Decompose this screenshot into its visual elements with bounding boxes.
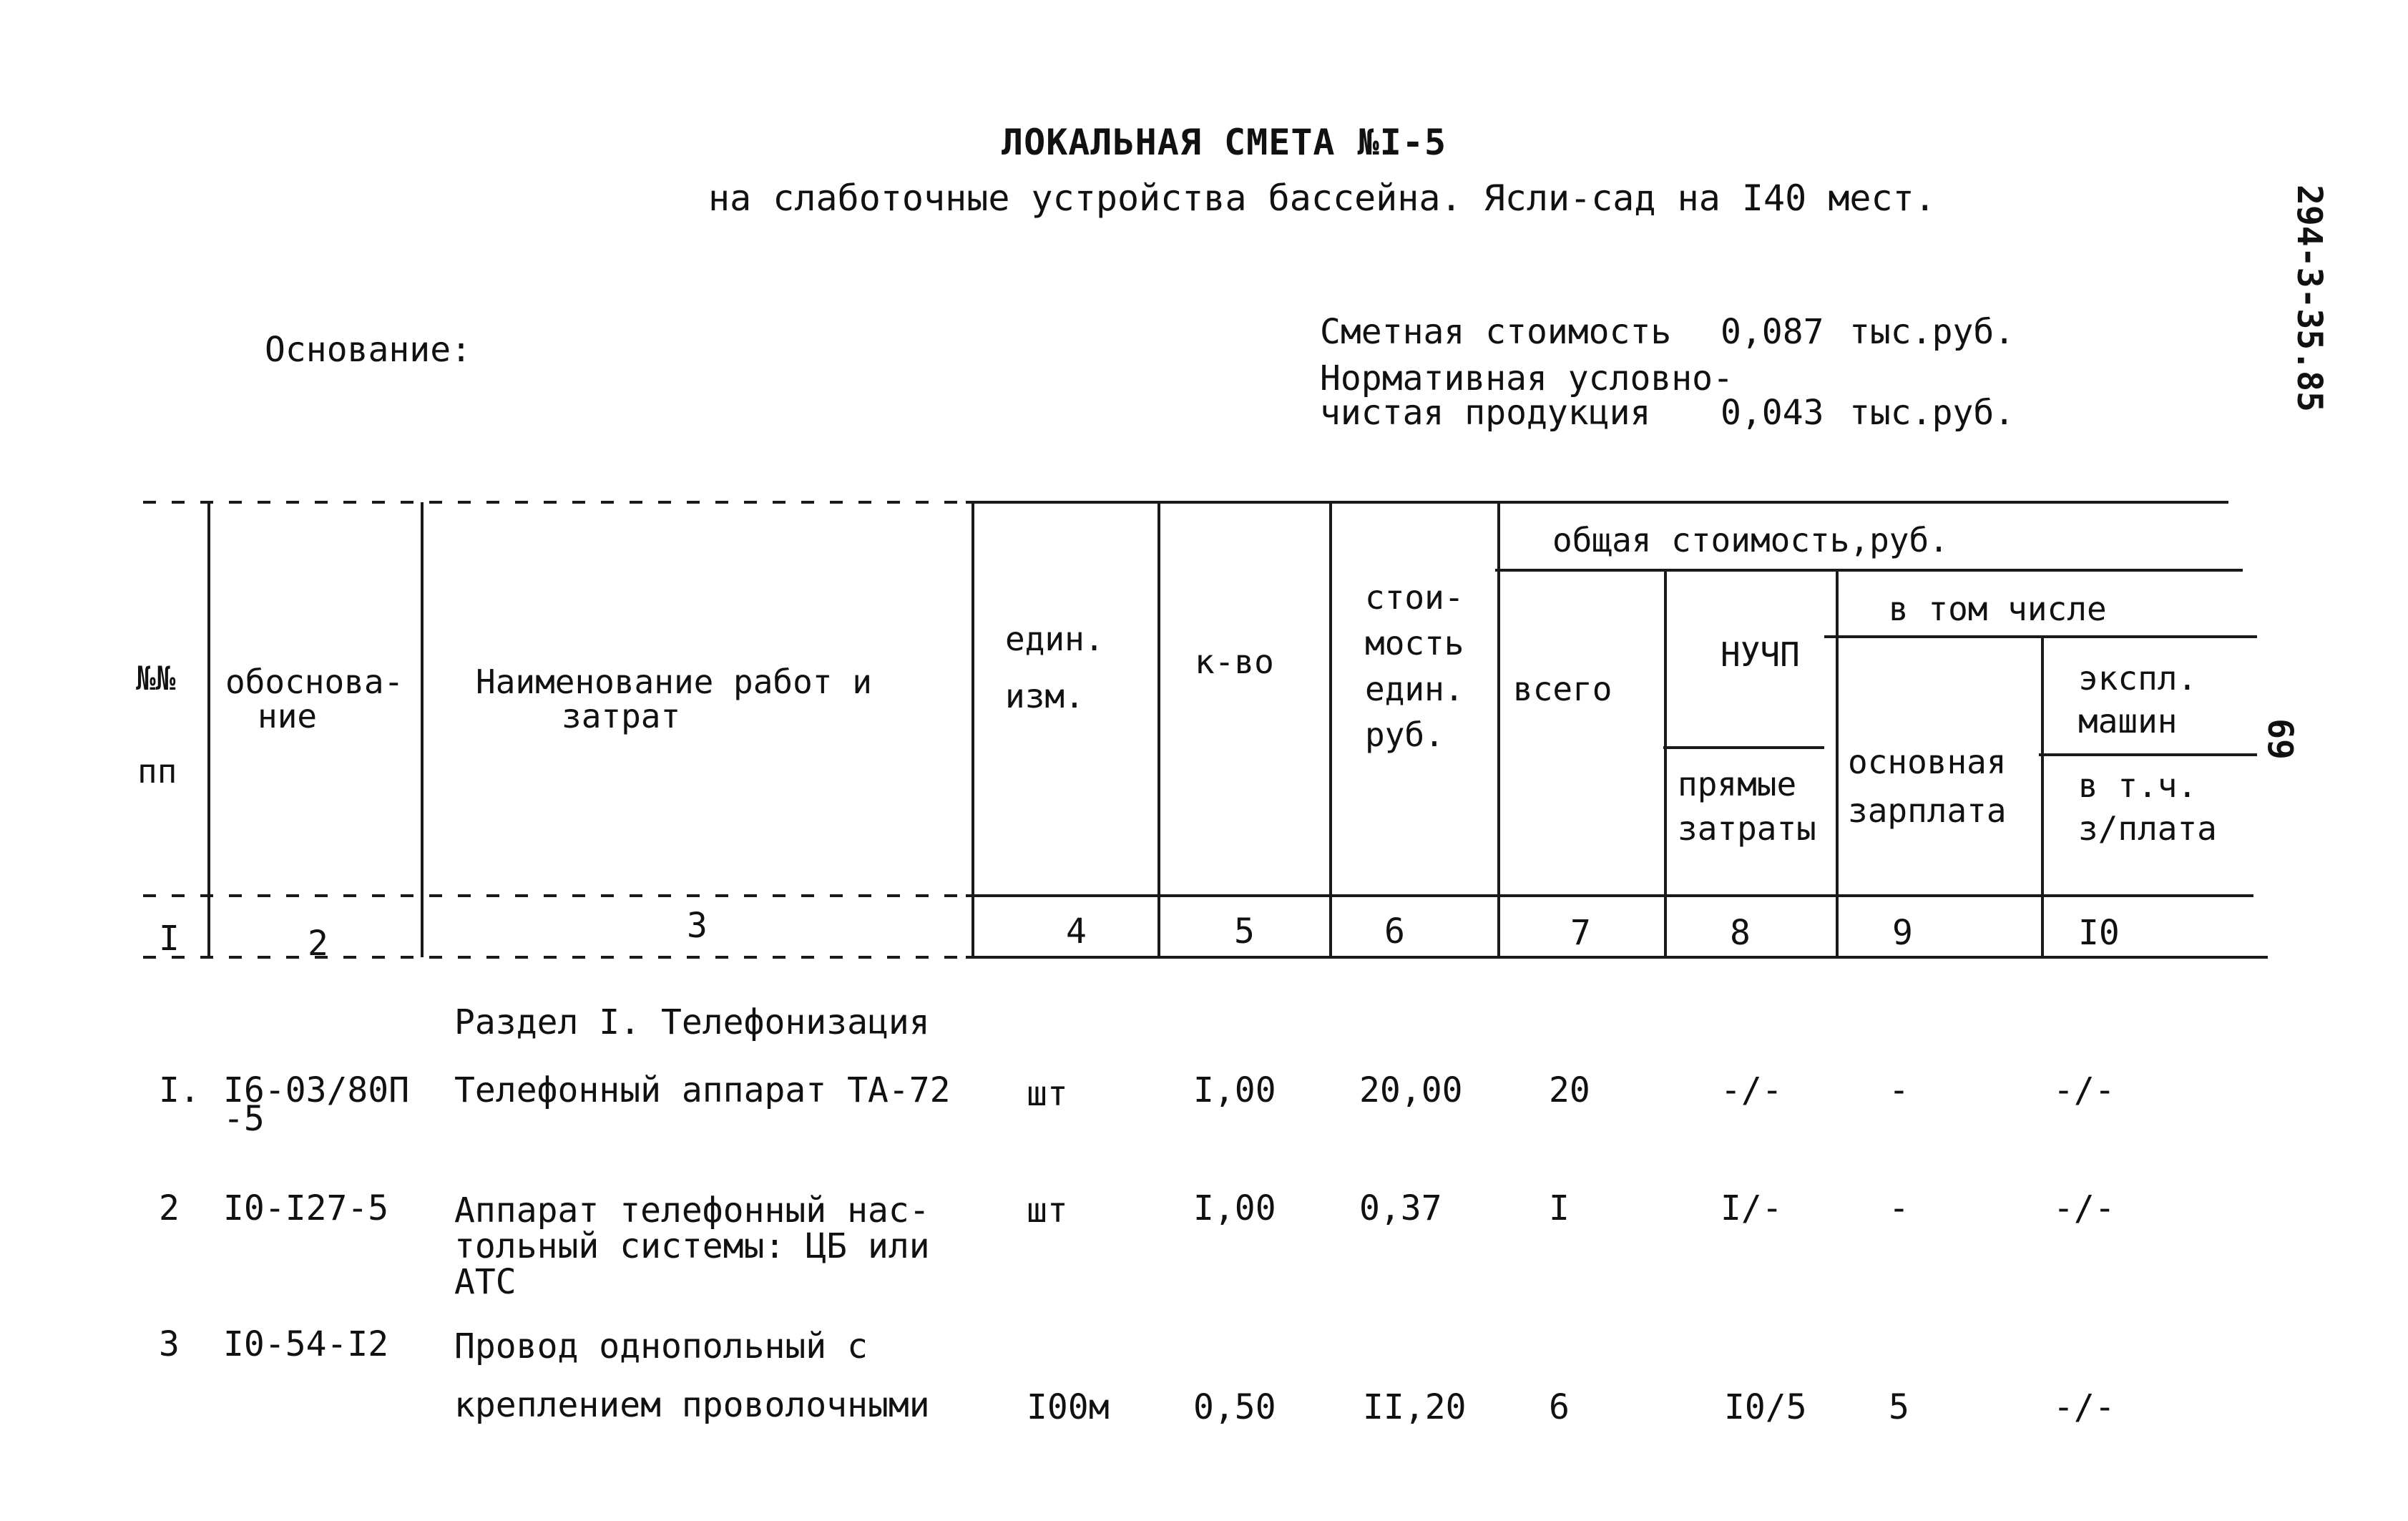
row-name-line1: Аппарат телефонный нас- [454, 1190, 930, 1231]
header-mach-wage-line2: з/плата [2078, 809, 2217, 848]
header-price-line1: стои- [1365, 578, 1464, 617]
row-basis-line2: -5 [223, 1099, 265, 1139]
row-nuchp: I/- [1721, 1188, 1783, 1228]
row-wage: - [1889, 1188, 1909, 1228]
row-qty: I,00 [1193, 1070, 1276, 1110]
header-num-line2: пп [137, 752, 177, 791]
page-number: 69 [2259, 718, 2300, 760]
col-number-10: I0 [2078, 913, 2120, 953]
header-qty: к-во [1195, 642, 1274, 681]
row-name-line1: Провод однопольный с [454, 1326, 868, 1366]
row-nuchp: I0/5 [1724, 1387, 1807, 1427]
section-title: Раздел I. Телефонизация [454, 1002, 930, 1042]
header-unit-line1: един. [1005, 620, 1105, 658]
row-name-line2: тольный системы: ЦБ или [454, 1226, 930, 1266]
header-mach-wage-line1: в т.ч. [2078, 766, 2198, 805]
row-mach: -/- [2053, 1070, 2115, 1110]
row-wage: 5 [1889, 1387, 1909, 1427]
row-total: 6 [1549, 1387, 1570, 1427]
header-price-line3: един. [1365, 670, 1464, 708]
norm-value: 0,043 [1721, 393, 1824, 433]
row-name-line2: креплением проволочными [454, 1385, 930, 1425]
row-total: I [1549, 1188, 1570, 1228]
row-basis-line1: I6-03/80П [223, 1070, 410, 1110]
row-number: I. [159, 1070, 200, 1110]
cost-value: 0,087 [1721, 312, 1824, 352]
row-unit: шт [1027, 1190, 1068, 1231]
norm-unit: тыс.руб. [1849, 393, 2015, 433]
header-num-line1: №№ [136, 659, 176, 698]
norm-label-line1: Нормативная условно- [1320, 358, 1733, 398]
header-unit-line2: изм. [1005, 677, 1085, 715]
header-price-line2: мость [1365, 624, 1464, 662]
header-total-group: общая стоимость,руб. [1552, 521, 1949, 559]
header-direct-line1: прямые [1678, 765, 1797, 803]
document-subtitle: на слаботочные устройства бассейна. Ясли-сад на I40 мест. [708, 177, 1936, 219]
col-number-6: 6 [1384, 911, 1405, 952]
row-mach: -/- [2053, 1188, 2115, 1228]
header-name-line2: затрат [562, 697, 681, 735]
row-name-line1: Телефонный аппарат ТА-72 [454, 1070, 951, 1110]
col-number-1: I [159, 919, 180, 959]
col-number-9: 9 [1892, 913, 1913, 953]
row-qty: 0,50 [1193, 1387, 1276, 1427]
col-number-8: 8 [1730, 913, 1751, 953]
header-total: всего [1513, 670, 1612, 708]
row-number: 3 [159, 1324, 180, 1364]
header-direct-line2: затраты [1678, 809, 1816, 848]
header-price-line4: руб. [1365, 715, 1444, 754]
header-nuchp: НУЧП [1721, 635, 1800, 674]
row-unit: I00м [1027, 1387, 1110, 1427]
row-price: 20,00 [1359, 1070, 1463, 1110]
row-basis-line1: I0-I27-5 [223, 1188, 389, 1228]
header-basis-line2: ние [258, 697, 318, 735]
row-price: II,20 [1363, 1387, 1467, 1427]
col-number-4: 4 [1066, 911, 1087, 952]
header-name-line1: Наименование работ и [476, 662, 872, 701]
header-incl: в том числе [1889, 590, 2107, 628]
row-nuchp: -/- [1721, 1070, 1783, 1110]
row-unit: шт [1027, 1074, 1068, 1114]
row-wage: - [1889, 1070, 1909, 1110]
document-title: ЛОКАЛЬНАЯ СМЕТА №I-5 [1002, 122, 1447, 163]
col-number-5: 5 [1234, 911, 1255, 952]
cost-unit: тыс.руб. [1849, 312, 2015, 352]
basis-label: Основание: [265, 330, 471, 370]
row-number: 2 [159, 1188, 180, 1228]
row-basis-line1: I0-54-I2 [223, 1324, 389, 1364]
cost-label: Сметная стоимость [1320, 312, 1672, 352]
row-mach: -/- [2053, 1387, 2115, 1427]
col-number-7: 7 [1570, 913, 1591, 953]
header-mach-line2: машин [2078, 702, 2178, 740]
header-wage-line1: основная [1848, 743, 2007, 781]
header-basis-line1: обоснова- [225, 662, 404, 701]
col-number-3: 3 [687, 906, 708, 946]
col-number-2: 2 [308, 924, 328, 964]
row-price: 0,37 [1359, 1188, 1442, 1228]
norm-label-line2: чистая продукция [1320, 393, 1651, 433]
header-mach-line1: экспл. [2078, 659, 2198, 698]
row-qty: I,00 [1193, 1188, 1276, 1228]
row-total: 20 [1549, 1070, 1590, 1110]
header-wage-line2: зарплата [1848, 791, 2007, 830]
row-name-line3: АТС [454, 1262, 517, 1302]
document-number: 294-3-35.85 [2289, 185, 2329, 412]
